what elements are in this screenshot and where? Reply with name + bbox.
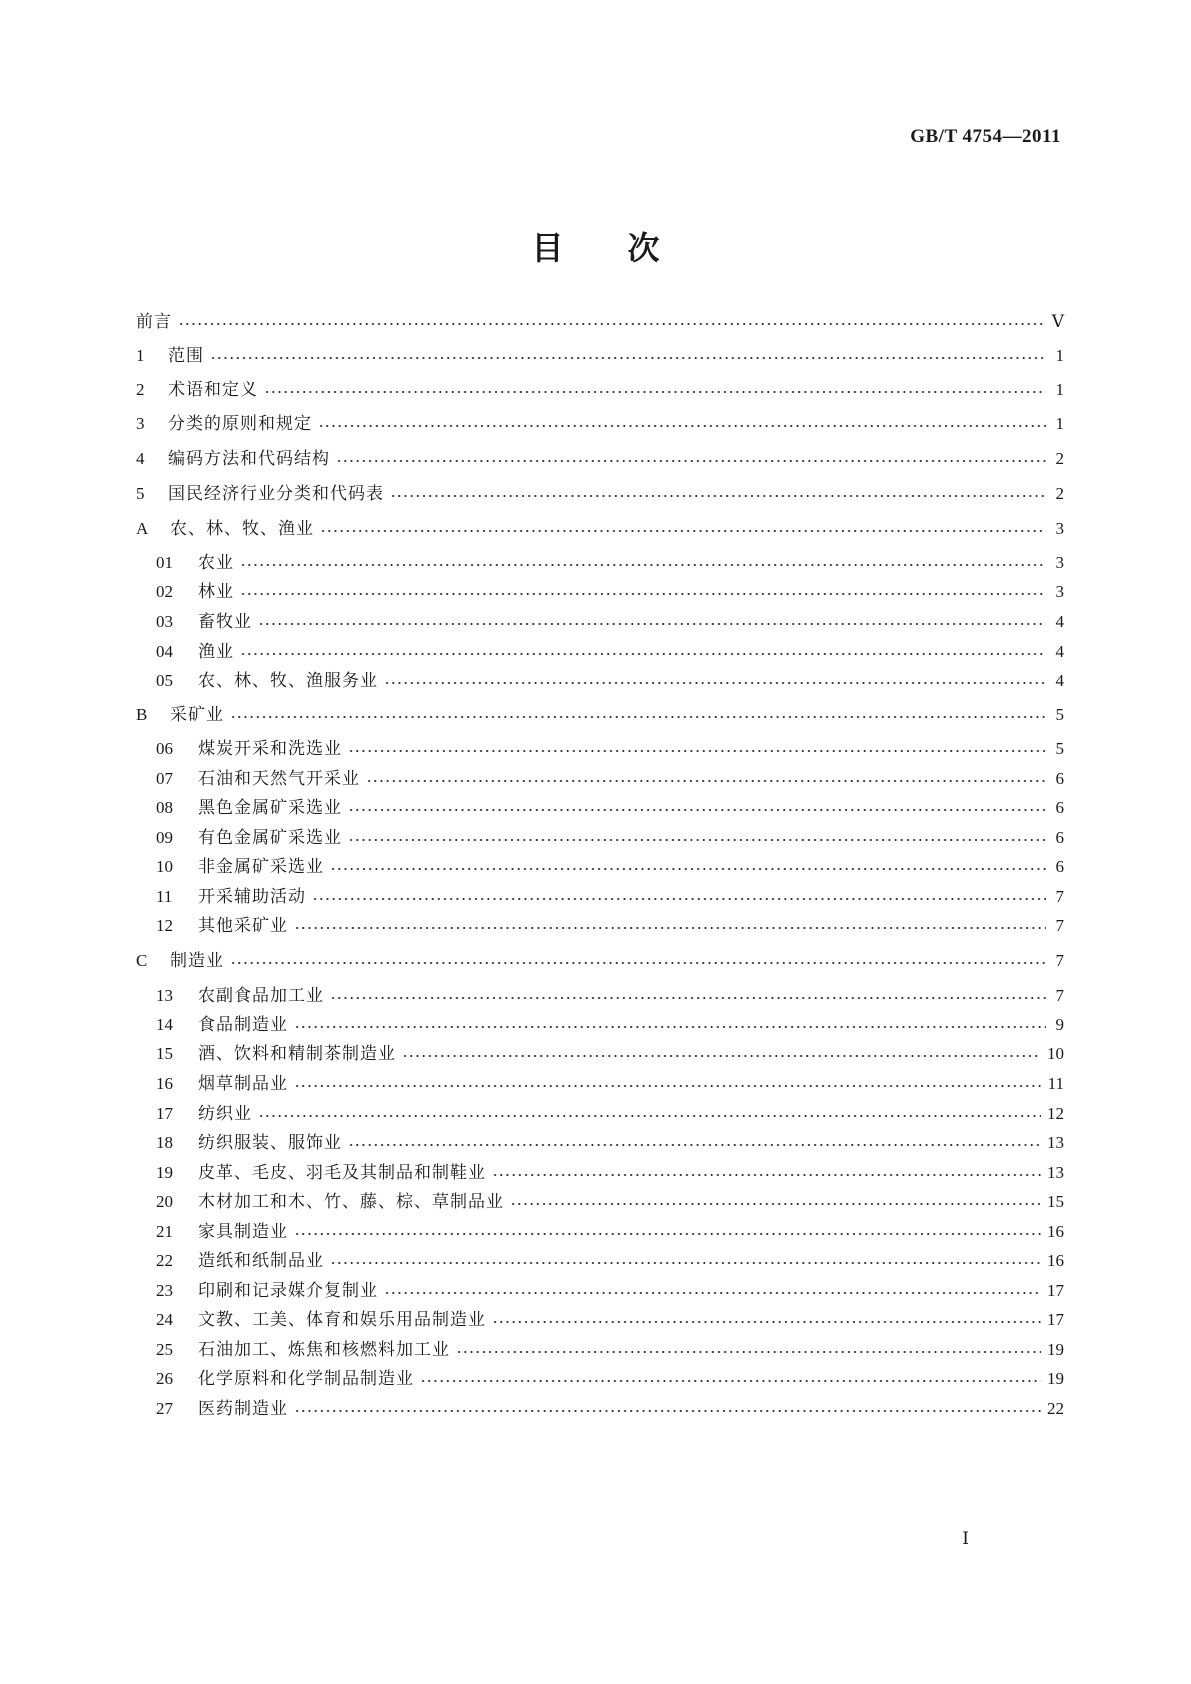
toc-entry-title: 农、林、牧、渔业 [170, 519, 314, 539]
toc-entry-page: 17 [1047, 1281, 1064, 1300]
toc-entry-page: 11 [1047, 1074, 1064, 1093]
toc-entry-number: 01 [156, 553, 173, 572]
toc-entry[interactable] [156, 1338, 1064, 1362]
toc-entry[interactable] [136, 310, 1064, 334]
toc-entry-page: 16 [1047, 1251, 1064, 1270]
toc-entry-page: 4 [1055, 612, 1064, 631]
toc-entry-number: 26 [156, 1369, 173, 1388]
toc-entry-number: 14 [156, 1015, 173, 1034]
toc-entry[interactable] [156, 1102, 1064, 1126]
toc-entry-title: 农业 [198, 553, 234, 573]
toc-entry[interactable] [156, 1397, 1064, 1421]
toc-entry[interactable] [136, 703, 1064, 727]
toc-entry[interactable] [156, 1072, 1064, 1096]
toc-leader-dots [258, 1102, 1041, 1126]
toc-leader-dots [384, 669, 1046, 693]
toc-entry[interactable] [156, 1220, 1064, 1244]
toc-entry-number: 21 [156, 1222, 173, 1241]
toc-entry[interactable] [156, 580, 1064, 604]
toc-entry[interactable] [156, 1042, 1064, 1066]
toc-entry-title: 酒、饮料和精制茶制造业 [198, 1044, 396, 1064]
toc-entry-page: 19 [1047, 1369, 1064, 1388]
toc-entry-page: 7 [1055, 916, 1064, 935]
toc-entry-title: 非金属矿采选业 [198, 857, 324, 877]
toc-entry-title: 国民经济行业分类和代码表 [168, 484, 384, 504]
toc-entry-page: 2 [1055, 449, 1064, 468]
toc-leader-dots [330, 984, 1046, 1008]
toc-entry-title: 家具制造业 [198, 1222, 288, 1242]
toc-leader-dots [294, 1397, 1041, 1421]
toc-entry-page: 16 [1047, 1222, 1064, 1241]
toc-entry-page: 4 [1055, 671, 1064, 690]
toc-leader-dots [294, 1013, 1046, 1037]
toc-entry-page: 6 [1055, 798, 1064, 817]
toc-entry-number: 09 [156, 828, 173, 847]
toc-entry-title: 术语和定义 [168, 380, 258, 400]
toc-leader-dots [348, 796, 1046, 820]
toc-entry[interactable] [156, 767, 1064, 791]
toc-entry[interactable] [156, 984, 1064, 1008]
toc-entry-page: 7 [1055, 986, 1064, 1005]
page-title-char-2: 次 [627, 229, 660, 267]
toc-leader-dots [492, 1161, 1041, 1185]
toc-entry-page: 22 [1047, 1399, 1064, 1418]
toc-entry-number: 20 [156, 1192, 173, 1211]
toc-entry-number: 05 [156, 671, 173, 690]
toc-entry-number: 19 [156, 1163, 173, 1182]
toc-entry-number: 16 [156, 1074, 173, 1093]
toc-leader-dots [240, 640, 1046, 664]
toc-leader-dots [330, 855, 1046, 879]
toc-entry[interactable] [136, 482, 1064, 506]
standard-code: GB/T 4754—2011 [910, 126, 1061, 147]
toc-entry-page: 19 [1047, 1340, 1064, 1359]
toc-entry[interactable] [156, 1161, 1064, 1185]
footer-page-number: Ⅰ [962, 1529, 969, 1548]
toc-entry-title: 农副食品加工业 [198, 986, 324, 1006]
toc-entry-number: 12 [156, 916, 173, 935]
toc-leader-dots [264, 378, 1046, 402]
toc-entry[interactable] [156, 1131, 1064, 1155]
toc-entry-number: 23 [156, 1281, 173, 1300]
toc-entry-page: 2 [1055, 484, 1064, 503]
toc-entry-page: 1 [1055, 380, 1064, 399]
toc-entry-title: 食品制造业 [198, 1015, 288, 1035]
toc-entry[interactable] [136, 412, 1064, 436]
toc-leader-dots [210, 344, 1046, 368]
toc-entry[interactable] [156, 1367, 1064, 1391]
toc-entry-number: 13 [156, 986, 173, 1005]
toc-entry-title: 编码方法和代码结构 [168, 449, 330, 469]
toc-entry[interactable] [156, 885, 1064, 909]
toc-leader-dots [230, 703, 1046, 727]
toc-entry-number: 10 [156, 857, 173, 876]
toc-entry-page: 1 [1055, 346, 1064, 365]
toc-entry-title: 石油和天然气开采业 [198, 769, 360, 789]
toc-leader-dots [240, 580, 1046, 604]
toc-entry-number: 2 [136, 380, 145, 399]
toc-entry-number: 02 [156, 582, 173, 601]
toc-entry-title: 纺织业 [198, 1104, 252, 1124]
toc-entry-page: 17 [1047, 1310, 1064, 1329]
toc-entry-title: 畜牧业 [198, 612, 252, 632]
toc-entry-number: 22 [156, 1251, 173, 1270]
toc-entry-number: C [136, 951, 148, 970]
toc-entry-number: 18 [156, 1133, 173, 1152]
toc-entry-page: 3 [1055, 582, 1064, 601]
toc-entry-title: 黑色金属矿采选业 [198, 798, 342, 818]
toc-leader-dots [348, 1131, 1041, 1155]
toc-entry-title: 皮革、毛皮、羽毛及其制品和制鞋业 [198, 1163, 486, 1183]
toc-entry-number: 3 [136, 414, 145, 433]
toc-entry-title: 林业 [198, 582, 234, 602]
toc-entry-title: 制造业 [170, 951, 224, 971]
toc-leader-dots [294, 1220, 1041, 1244]
toc-entry-title: 其他采矿业 [198, 916, 288, 936]
toc-entry-number: 4 [136, 449, 145, 468]
toc-leader-dots [366, 767, 1046, 791]
toc-leader-dots [330, 1249, 1041, 1273]
toc-entry-title: 纺织服装、服饰业 [198, 1133, 342, 1153]
toc-entry[interactable] [156, 551, 1064, 575]
toc-entry-number: 07 [156, 769, 173, 788]
toc-entry-number: 04 [156, 642, 173, 661]
toc-leader-dots [318, 412, 1046, 436]
toc-entry-page: 3 [1055, 553, 1064, 572]
toc-leader-dots [510, 1190, 1041, 1214]
toc-entry-number: 08 [156, 798, 173, 817]
toc-entry[interactable] [156, 640, 1064, 664]
toc-leader-dots [320, 517, 1046, 541]
toc-leader-dots [348, 737, 1046, 761]
toc-entry-title: 采矿业 [170, 705, 224, 725]
toc-entry-title: 文教、工美、体育和娱乐用品制造业 [198, 1310, 486, 1330]
toc-leader-dots [384, 1279, 1041, 1303]
toc-entry[interactable] [136, 447, 1064, 471]
toc-entry[interactable] [156, 1308, 1064, 1332]
toc-entry[interactable] [156, 669, 1064, 693]
toc-entry-page: 13 [1047, 1163, 1064, 1182]
toc-leader-dots [402, 1042, 1041, 1066]
toc-entry-page: 9 [1055, 1015, 1064, 1034]
toc-entry-title: 有色金属矿采选业 [198, 828, 342, 848]
toc-entry-title: 医药制造业 [198, 1399, 288, 1419]
toc-entry-number: 17 [156, 1104, 173, 1123]
toc-entry-number: 24 [156, 1310, 173, 1329]
toc-entry-page: 7 [1055, 887, 1064, 906]
toc-entry-page: 1 [1055, 414, 1064, 433]
toc-entry-number: 03 [156, 612, 173, 631]
toc-entry-title: 印刷和记录媒介复制业 [198, 1281, 378, 1301]
toc-entry-page: 12 [1047, 1104, 1064, 1123]
toc-entry-title: 烟草制品业 [198, 1074, 288, 1094]
toc-leader-dots [336, 447, 1046, 471]
toc-leader-dots [230, 949, 1046, 973]
toc-entry-number: 11 [156, 887, 173, 906]
toc-entry-page: 4 [1055, 642, 1064, 661]
toc-leader-dots [456, 1338, 1041, 1362]
toc-leader-dots [312, 885, 1046, 909]
toc-leader-dots [294, 1072, 1042, 1096]
page-title-char-1: 目 [531, 229, 564, 267]
toc-entry-number: 5 [136, 484, 145, 503]
toc-entry[interactable] [156, 1249, 1064, 1273]
toc-entry[interactable] [136, 378, 1064, 402]
toc-entry-title: 渔业 [198, 642, 234, 662]
toc-leader-dots [258, 610, 1046, 634]
toc-entry-number: 06 [156, 739, 173, 758]
toc-leader-dots [492, 1308, 1041, 1332]
toc-entry[interactable] [156, 1190, 1064, 1214]
toc-entry[interactable] [156, 1013, 1064, 1037]
toc-entry-number: 1 [136, 346, 145, 365]
toc-entry-title: 范围 [168, 346, 204, 366]
toc-entry-page: 6 [1055, 857, 1064, 876]
toc-entry[interactable] [156, 914, 1064, 938]
toc-entry-title: 造纸和纸制品业 [198, 1251, 324, 1271]
toc-entry-page: 10 [1047, 1044, 1064, 1063]
toc-entry-number: 27 [156, 1399, 173, 1418]
toc-leader-dots [420, 1367, 1041, 1391]
toc-entry-title: 化学原料和化学制品制造业 [198, 1369, 414, 1389]
toc-leader-dots [348, 826, 1046, 850]
toc-entry[interactable] [156, 855, 1064, 879]
toc-leader-dots [240, 551, 1046, 575]
toc-entry-number: A [136, 519, 149, 538]
toc-entry-title: 分类的原则和规定 [168, 414, 312, 434]
toc-entry-page: 5 [1055, 739, 1064, 758]
toc-entry-page: Ⅴ [1051, 312, 1064, 331]
toc-entry[interactable] [156, 826, 1064, 850]
toc-entry-page: 5 [1055, 705, 1064, 724]
toc-entry-page: 13 [1047, 1133, 1064, 1152]
toc-entry-page: 6 [1055, 828, 1064, 847]
toc-entry[interactable] [136, 949, 1064, 973]
toc-entry[interactable] [156, 737, 1064, 761]
toc-entry[interactable] [136, 344, 1064, 368]
toc-entry[interactable] [156, 1279, 1064, 1303]
toc-entry-title: 煤炭开采和洗选业 [198, 739, 342, 759]
toc-entry-page: 3 [1055, 519, 1064, 538]
toc-entry-title: 木材加工和木、竹、藤、棕、草制品业 [198, 1192, 504, 1212]
toc-entry-title: 石油加工、炼焦和核燃料加工业 [198, 1340, 450, 1360]
toc-entry-number: B [136, 705, 148, 724]
toc-entry[interactable] [156, 796, 1064, 820]
toc-entry[interactable] [156, 610, 1064, 634]
toc-leader-dots [390, 482, 1046, 506]
toc-entry-title: 农、林、牧、渔服务业 [198, 671, 378, 691]
toc-entry-number: 15 [156, 1044, 173, 1063]
toc-entry[interactable] [136, 517, 1064, 541]
toc-entry-page: 7 [1055, 951, 1064, 970]
toc-entry-page: 6 [1055, 769, 1064, 788]
toc-entry-number: 25 [156, 1340, 173, 1359]
toc-entry-title: 前言 [136, 312, 172, 332]
toc-leader-dots [178, 310, 1046, 334]
toc-leader-dots [294, 914, 1046, 938]
toc-entry-page: 15 [1047, 1192, 1064, 1211]
toc-entry-title: 开采辅助活动 [198, 887, 306, 907]
